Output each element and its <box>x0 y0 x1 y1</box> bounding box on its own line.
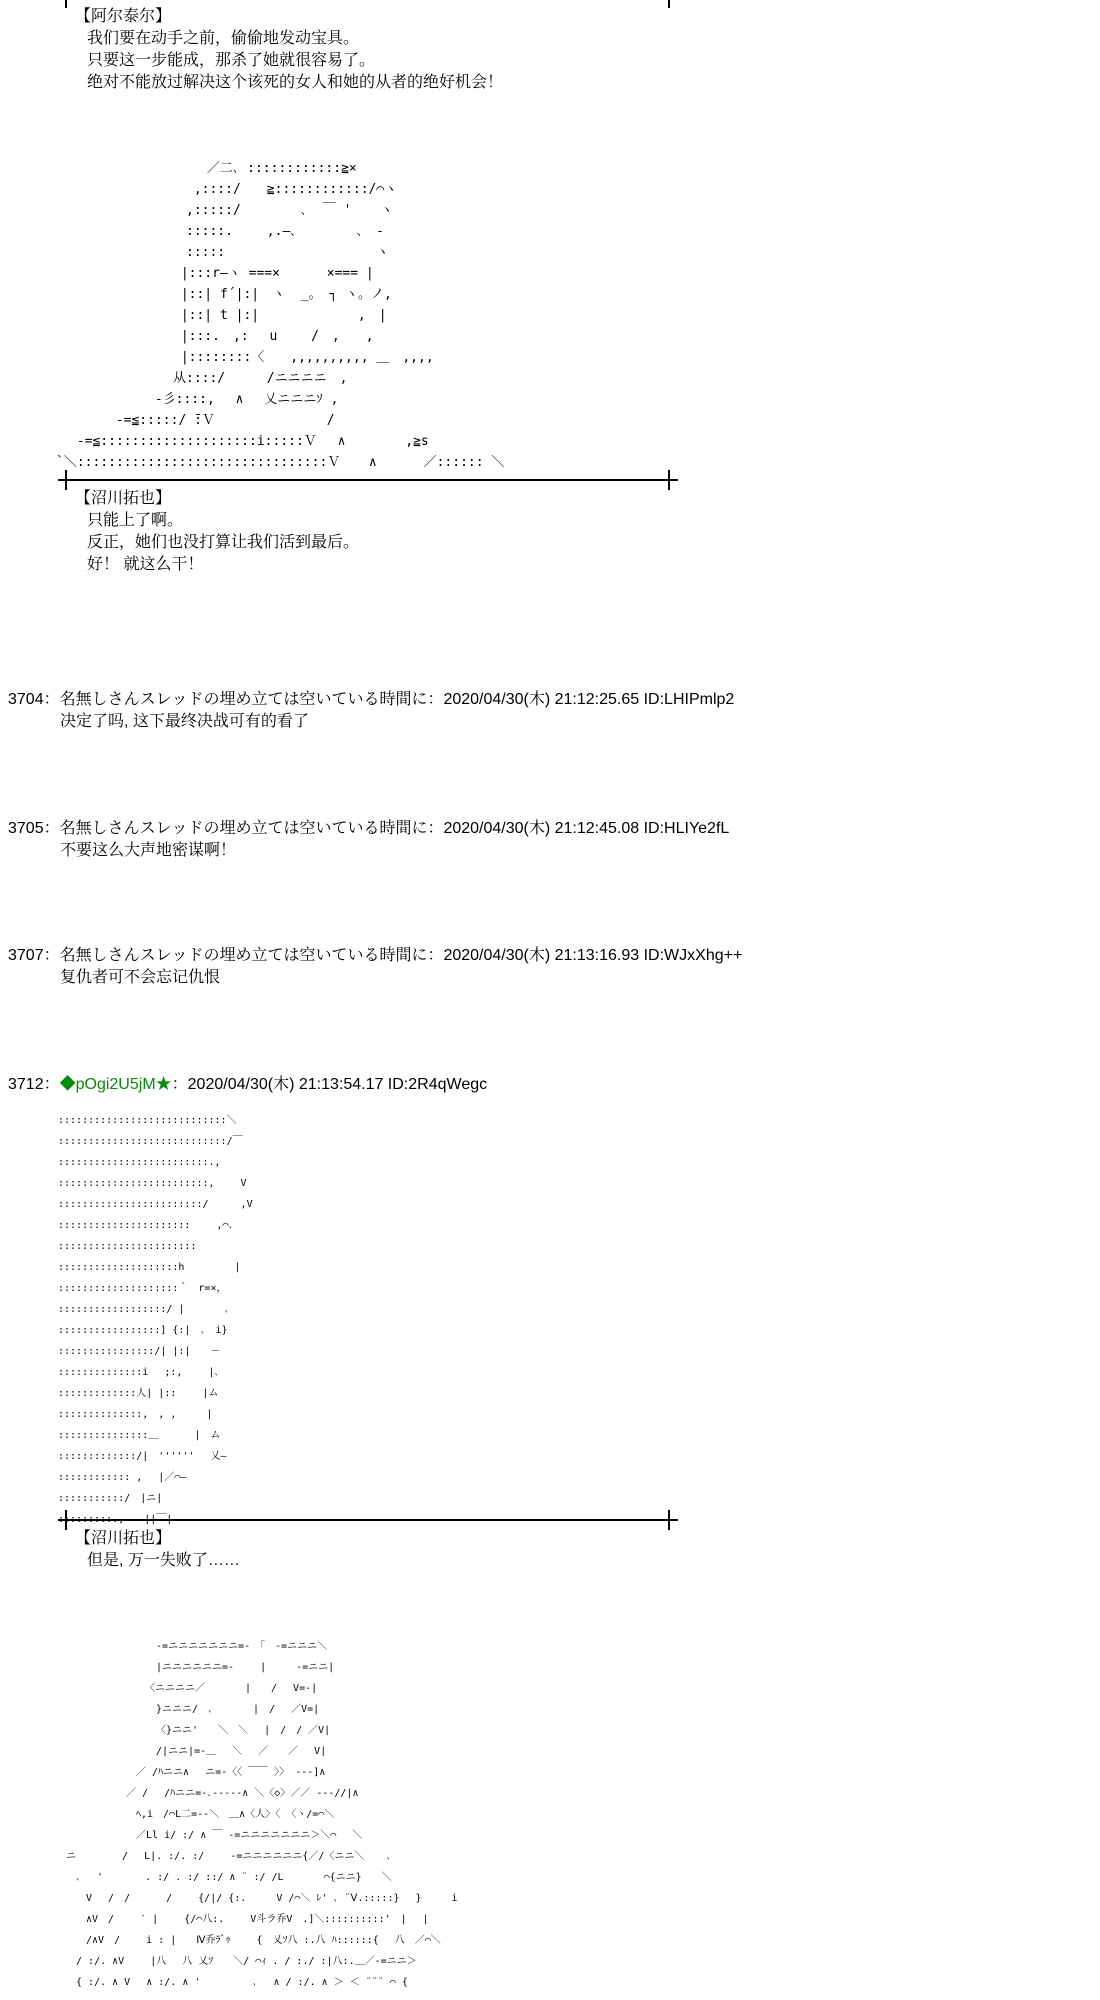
dialogue-line: 绝对不能放过解决这个该死的女人和她的从者的绝好机会！ <box>87 74 504 91</box>
poster-name: 名無しさんスレッドの埋め立ては空いている時間に <box>59 691 428 708</box>
post-date: ：2020/04/30(木) 21:12:45.08 ID:HLIYe2fL <box>427 820 730 837</box>
post-number: 3712 <box>8 1076 44 1093</box>
speaker-label: 【沼川拓也】 <box>75 490 172 507</box>
speaker-label: 【沼川拓也】 <box>75 1530 172 1547</box>
poster-name: 名無しさんスレッドの埋め立ては空いている時間に <box>59 947 428 964</box>
post-number: 3707 <box>8 947 44 964</box>
post-date: ：2020/04/30(木) 21:12:25.65 ID:LHIPmlp2 <box>427 691 735 708</box>
dialogue-line: 我们要在动手之前，偷偷地发动宝具。 <box>87 30 360 47</box>
divider-tick-right <box>668 1510 670 1530</box>
divider-tick-left <box>65 470 67 490</box>
post-body: 决定了吗, 这下最终决战可有的看了 <box>60 713 309 730</box>
dialogue-line: 好！ 就这么干！ <box>87 556 204 573</box>
ascii-art-numakawa: ::::::::::::::::::::::::::::＼ ::::::::::::::::::::::::::::/￣ :::::::::::::::::::::::::., :::::::::::::::::::::::::, V ::::::::::::::::::::::::/ ,V :::::::::::::::::::::: ,⌒､ ::::::::::::::::::::::: ::::::::::::::::::::h | ::::::::::::::::::::｀ r=×， ::::::::::::::::::/ | ､ :::::::::::::::::] {:| ､ i} ::::::::::::::::/| |:| － ::::::::::::::i ;:, |､ :::::::::::::人| |:: |ム ::::::::::::::, , , | :::::::::::::::＿ | ム :::::::::::::/| '''''' 乂— :::::::::::: , |／⌒— :::::::::::/ |ニ| <box>58 1115 253 1504</box>
poster-name: 名無しさんスレッドの埋め立ては空いている時間に <box>59 820 428 837</box>
ascii-art-servant: -=ニニニニニニニ=- 「 -=ニニニ＼ |ニニニニニニ=- | -=ニニ| 〈ニニニニ／ | / V=-| }ニニニ/ ､ | / ／V=| 〈}ニニ' ＼ ＼ | / / ／V| /|ニニ|=-＿ ＼ ／ ／ V| ／ /ﾊニニ∧ ニ=-〈〈 ￣￣ 〉〉 ---]∧ ／ / /ﾊニニ=-､-----∧ ＼〈◇〉／／ ---//|∧ ﾍ,i /⌒L二=--＼ ＿∧〈人〉〈 〈ヽ/=⌒＼ ／Ll i/ :/ ∧ ￣ -=ニニニニニニニ＞＼⌒ ＼ ニ / L|. :/. :/ -=ニニニニニニ{／/〈ニニ＼ ､ ､ ' . :/ . :/ ::/ ∧ ¨ :/ /L ⌒{ニニ} ＼ V / / / {/|/ {:. V /⌒＼ ﾚ' ､ ¨Ⅴ.:::::} } i ∧V / ′ | {/⌒八:. V斗ラ乔V .]＼::::::::::' | | /∧V / i : | Ⅳ乔ﾗﾞｩ { 乂ｿ八 :.八 ﾊ::::::{ 八 ／⌒＼ / :/. ∧V |八 八 乂ｿ ＼/ ⌒ｨ . / :./ :|八:.＿／-=ニニ＞ { :/. ∧ V ∧ :/. ∧ ' ､ ∧ / :/. ∧ ＞ ＜ ¨¨¨ ⌒ { <box>66 1641 458 1988</box>
scene3-dialogue <box>75 1528 240 1572</box>
post-body: 复仇者可不会忘记仇恨 <box>60 969 221 986</box>
post-header: 3704：名無しさんスレッドの埋め立ては空いている時間に：2020/04/30(木) 21:12:25.65 ID:LHIPmlp2 <box>8 691 735 708</box>
post-header: 3705：名無しさんスレッドの埋め立ては空いている時間に：2020/04/30(木) 21:12:45.08 ID:HLIYe2fL <box>8 820 730 837</box>
dialogue-line: 反正，她们也没打算让我们活到最后。 <box>87 534 360 551</box>
post-date: ：2020/04/30(木) 21:13:16.93 ID:WJxXhg++ <box>427 947 743 964</box>
divider-tick-right <box>668 0 670 8</box>
post-date: ：2020/04/30(木) 21:13:54.17 ID:2R4qWegc <box>171 1076 488 1093</box>
post-number: 3704 <box>8 691 44 708</box>
scene1-dialogue <box>75 6 503 94</box>
divider-tick-left <box>65 0 67 8</box>
dialogue-line: 但是, 万一失败了…… <box>87 1552 240 1569</box>
ascii-art-altair: ／二､ ::::::::::::≧× ,::::/ ≧::::::::::::/⌒ヽ ,:::::/ ､ ￣ ' ヽ :::::. ,.—､ ､ - ::::: ヽ |:::r—ヽ ===× ×=== | |::| f´|:| ヽ _。 ┐ ヽ。ノ, |::| t |:| , | |:::. ,: u / , , |::::::::〈 ,,,,,,,,,, ＿ ,,,, 从::::/ /ニニニニ , -彡::::, ∧ 乂ニニニｿ , -=≦:::::/ ̄:Ｖ / -=≦::::::::::::::::::::i:::::Ｖ ∧ ,≧s `＼::::::::::::::::::::::::::::::::Ｖ ∧ ／:::::: ＼ <box>56 161 505 470</box>
dialogue-line: 只能上了啊。 <box>87 512 184 529</box>
post-number: 3705 <box>8 820 44 837</box>
post-header: 3707：名無しさんスレッドの埋め立ては空いている時間に：2020/04/30(木) 21:13:16.93 ID:WJxXhg++ <box>8 947 743 964</box>
post-body: 不要这么大声地密谋啊！ <box>60 842 237 859</box>
author-tripcode: ◆pOgi2U5jM★ <box>59 1076 172 1093</box>
divider-tick-right <box>668 470 670 490</box>
dialogue-line: 只要这一步能成，那杀了她就很容易了。 <box>87 52 376 69</box>
divider-line <box>58 479 678 481</box>
author-post-header: 3712：◆pOgi2U5jM★：2020/04/30(木) 21:13:54.17 ID:2R4qWegc <box>8 1076 488 1093</box>
scene2-dialogue <box>75 488 359 576</box>
divider-tick-left <box>65 1510 67 1530</box>
divider-line <box>58 1519 678 1521</box>
speaker-label: 【阿尔泰尔】 <box>75 8 172 25</box>
